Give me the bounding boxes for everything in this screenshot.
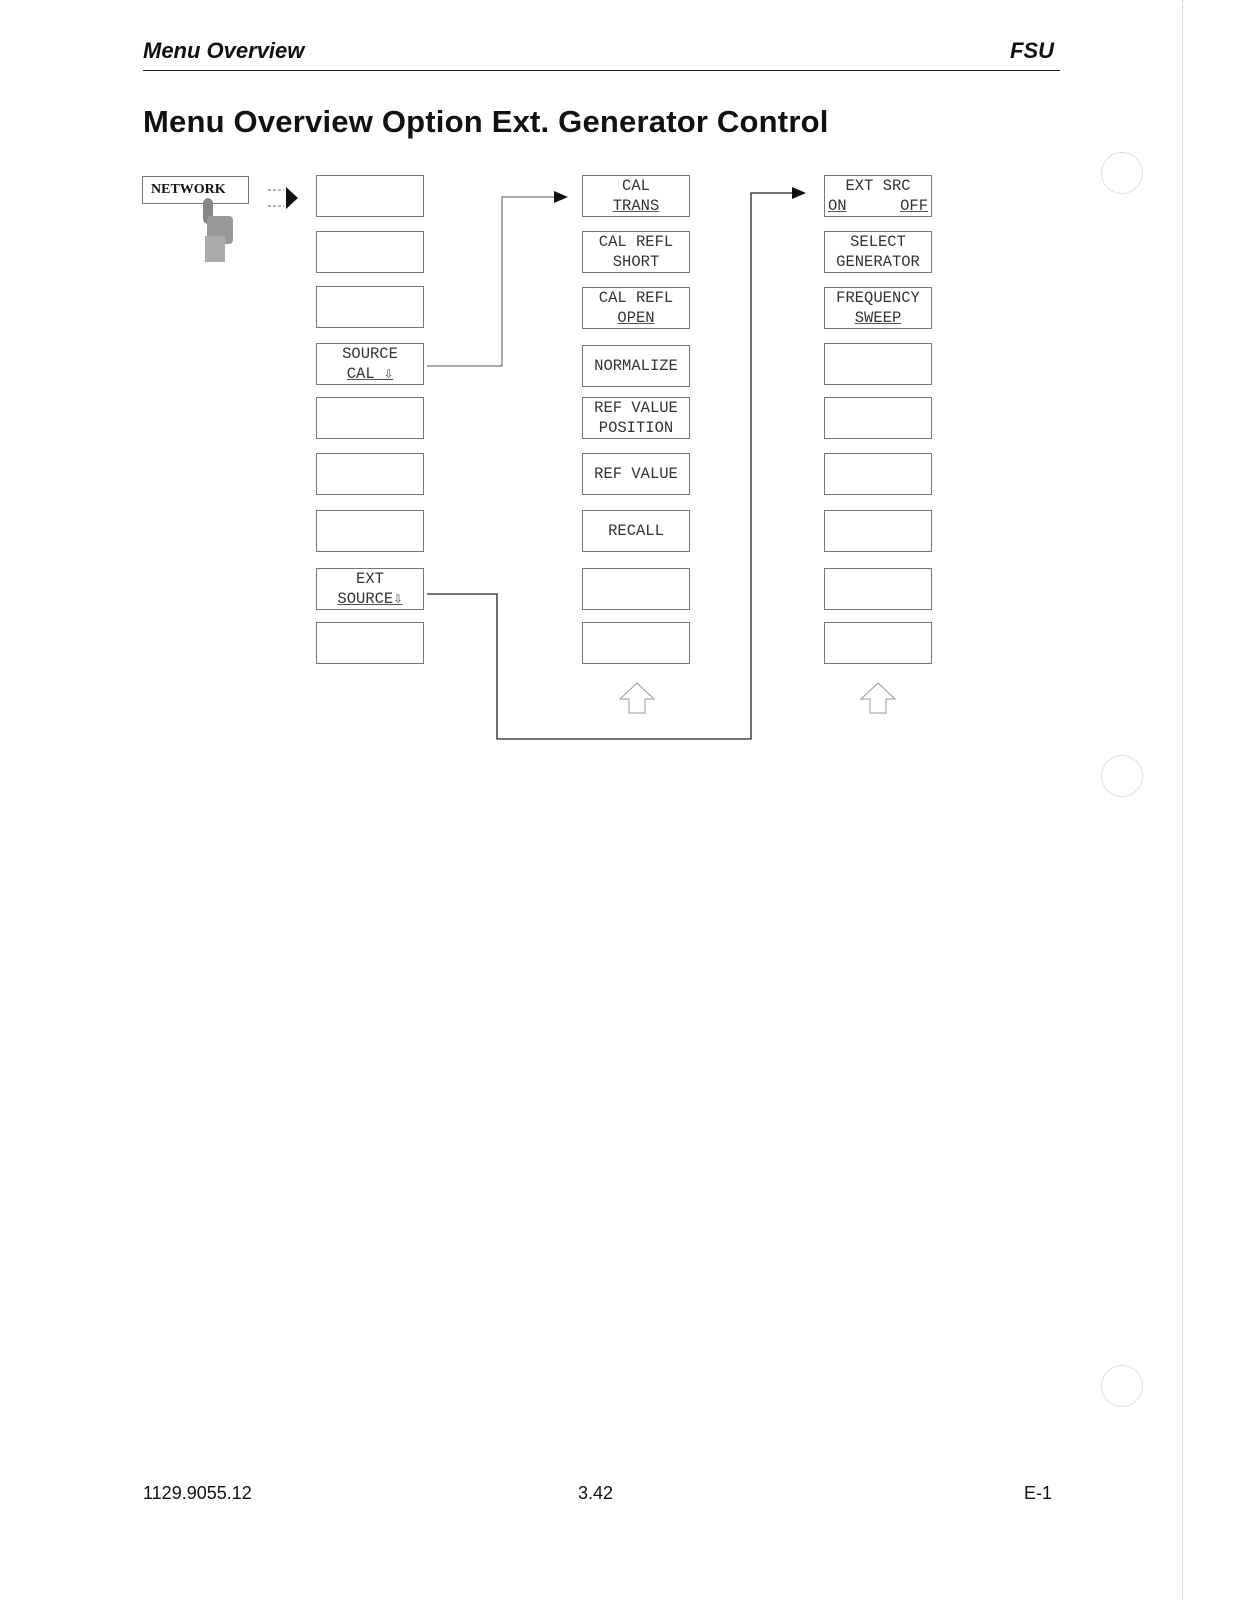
softkey-line1: EXT — [356, 570, 384, 588]
softkey-line2: TRANS — [612, 197, 660, 215]
punch-hole — [1101, 1365, 1143, 1407]
softkey-3[interactable] — [316, 286, 424, 328]
softkey-line1: REF VALUE — [594, 465, 678, 483]
softkey-line1: SELECT — [850, 233, 906, 251]
softkey-line2: SHORT — [612, 253, 660, 271]
ref-value-position-softkey[interactable] — [582, 397, 690, 439]
softkey-7[interactable] — [316, 510, 424, 552]
softkey-line2: POSITION — [598, 419, 674, 437]
softkey-line2: CAL ⇩ — [346, 365, 394, 383]
ext-src-on-off-softkey[interactable] — [824, 175, 932, 217]
network-hardkey[interactable]: NETWORK — [142, 176, 249, 204]
softkey-5[interactable] — [316, 397, 424, 439]
cal-refl-short-softkey[interactable] — [582, 231, 690, 273]
binding-margin-line — [1182, 0, 1183, 1600]
ext-source-arrow-icon — [792, 187, 806, 199]
up-arrow-icon — [620, 683, 654, 713]
softkey-line2: SOURCE⇩ — [337, 590, 403, 608]
softkey-line1: RECALL — [608, 522, 664, 540]
softkey-line1: SOURCE — [342, 345, 398, 363]
page-header-section: Menu Overview — [143, 38, 305, 63]
softkey-2[interactable] — [316, 231, 424, 273]
source-cal-connector — [427, 197, 554, 366]
punch-hole — [1101, 755, 1143, 797]
softkey-line2: OPEN — [617, 309, 655, 327]
frequency-sweep-softkey[interactable] — [824, 287, 932, 329]
up-arrow-icon — [861, 683, 895, 713]
ext-source-softkey[interactable] — [316, 568, 424, 610]
cal-refl-open-softkey[interactable] — [582, 287, 690, 329]
softkey-empty[interactable] — [582, 568, 690, 610]
punch-hole — [1101, 152, 1143, 194]
footer-page-number: 3.42 — [578, 1483, 614, 1503]
softkey-empty[interactable] — [582, 622, 690, 664]
softkey-empty[interactable] — [824, 510, 932, 552]
softkey-6[interactable] — [316, 453, 424, 495]
select-generator-softkey[interactable] — [824, 231, 932, 273]
softkey-empty[interactable] — [824, 397, 932, 439]
page-title: Menu Overview Option Ext. Generator Control — [143, 104, 829, 139]
recall-softkey[interactable] — [582, 510, 690, 552]
option-off: OFF — [900, 197, 928, 215]
normalize-softkey[interactable] — [582, 345, 690, 387]
option-on: ON — [828, 197, 847, 215]
softkey-empty[interactable] — [824, 453, 932, 495]
hardkey-arrow-icon — [268, 187, 298, 209]
softkey-line1: FREQUENCY — [836, 289, 920, 307]
footer-doc-number: 1129.9055.12 — [143, 1483, 252, 1503]
softkey-empty[interactable] — [824, 568, 932, 610]
softkey-line1: REF VALUE — [594, 399, 678, 417]
source-cal-arrow-icon — [554, 191, 568, 203]
softkey-empty[interactable] — [824, 622, 932, 664]
ref-value-softkey[interactable] — [582, 453, 690, 495]
hand-press-icon — [203, 198, 233, 262]
softkey-empty[interactable] — [824, 343, 932, 385]
source-cal-softkey[interactable] — [316, 343, 424, 385]
softkey-line1: NORMALIZE — [594, 357, 678, 375]
cal-trans-softkey[interactable] — [582, 175, 690, 217]
softkey-9[interactable] — [316, 622, 424, 664]
softkey-line2: SWEEP — [854, 309, 902, 327]
softkey-line2: GENERATOR — [836, 253, 920, 271]
softkey-line1: CAL — [622, 177, 650, 195]
footer-edition: E-1 — [1024, 1483, 1053, 1503]
softkey-line1: CAL REFL — [598, 233, 674, 251]
softkey-1[interactable] — [316, 175, 424, 217]
softkey-line1: CAL REFL — [598, 289, 674, 307]
softkey-line1: EXT SRC — [845, 177, 911, 195]
page-header-product: FSU — [1010, 38, 1054, 63]
